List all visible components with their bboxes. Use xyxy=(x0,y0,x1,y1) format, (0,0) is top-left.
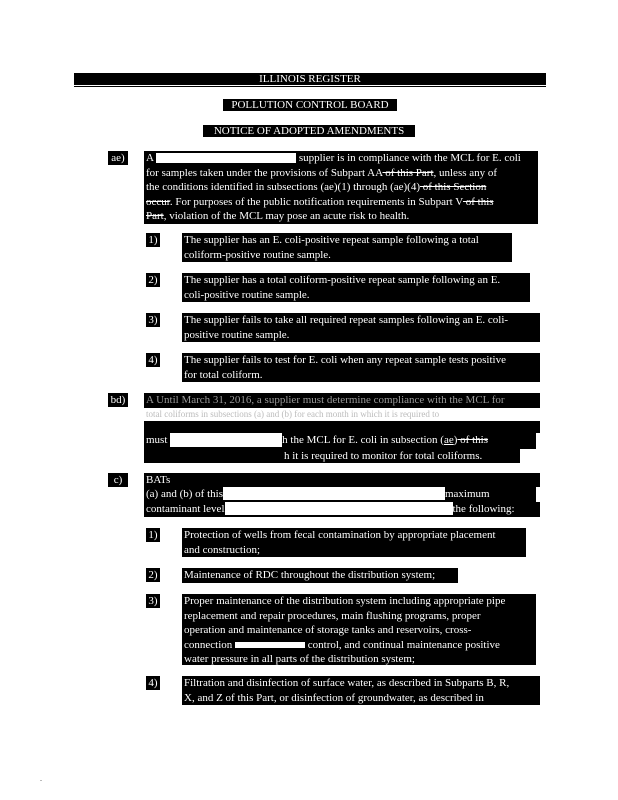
c-item-3-number: 3) xyxy=(146,594,160,608)
ae-item-4-line-1: The supplier fails to test for E. coli when any repeat sample tests positive xyxy=(184,354,506,366)
redaction-mark xyxy=(235,642,305,648)
ae-item-3-line-1: The supplier fails to take all required repeat samples following an E. coli- xyxy=(184,314,509,326)
ae-item-3-line-2: positive routine sample. xyxy=(184,328,290,341)
redaction-bar xyxy=(146,450,284,462)
redaction-box xyxy=(223,487,445,500)
c-item-3-line-5: water pressure in all parts of the distribution system; xyxy=(184,653,415,665)
c-item-4-text xyxy=(182,676,540,705)
c-item-3-line-3: operation and maintenance of storage tanks and reservoirs, cross- xyxy=(184,624,472,636)
ae-item-4-line-2: for total coliform. xyxy=(184,368,263,381)
board-header: POLLUTION CONTROL BOARD xyxy=(223,99,397,111)
section-bd-label: bd) xyxy=(108,393,128,407)
c-item-4-number: 4) xyxy=(146,676,160,690)
ae-item-3-number: 3) xyxy=(146,313,160,327)
ae-item-2-line-1: The supplier has a total coliform-positive repeat sample following an E. xyxy=(184,274,501,286)
ae-item-4-text xyxy=(182,353,540,382)
section-ae-line-2: for samples taken under the provisions of Subpart AA of this Part, unless any of xyxy=(146,166,498,179)
c-item-3-line-1: Proper maintenance of the distribution system including appropriate pipe xyxy=(184,595,506,607)
scan-speck xyxy=(40,780,42,781)
c-item-4-line-1: Filtration and disinfection of surface water, as described in Subparts B, R, xyxy=(184,677,510,689)
ae-item-3-text xyxy=(182,313,540,342)
c-item-2-line-1: Maintenance of RDC throughout the distribution system; xyxy=(184,569,436,581)
ae-item-2-text xyxy=(182,273,530,302)
section-bd-line-4: h it is required to monitor for total coliforms. xyxy=(144,449,520,463)
header-rule xyxy=(74,86,546,87)
c-item-1-number: 1) xyxy=(146,528,160,542)
c-item-3-line-2: replacement and repair procedures, main flushing programs, proper xyxy=(184,609,481,622)
ae-item-1-line-2: coliform-positive routine sample. xyxy=(184,248,331,261)
section-ae-text xyxy=(144,151,538,224)
c-item-2-number: 2) xyxy=(146,568,160,582)
section-ae-line-1: A supplier is in compliance with the MCL for E. coli xyxy=(146,152,521,164)
ae-item-1-number: 1) xyxy=(146,233,160,247)
register-header: ILLINOIS REGISTER xyxy=(74,73,546,85)
section-ae-label: ae) xyxy=(108,151,128,165)
ae-item-1-text xyxy=(182,233,512,262)
section-c-label: c) xyxy=(108,473,128,487)
section-bd-redacted-line xyxy=(144,421,540,433)
c-item-3-text xyxy=(182,594,536,665)
ae-item-1-line-1: The supplier has an E. coli-positive repeat sample following a total xyxy=(184,234,479,246)
section-bd-line-3: must h the MCL for E. coli in subsection (ae) of this xyxy=(144,433,536,449)
ae-item-4-number: 4) xyxy=(146,353,160,367)
redaction-box xyxy=(225,502,453,515)
notice-header: NOTICE OF ADOPTED AMENDMENTS xyxy=(203,125,415,137)
c-item-3-line-4: connection control, and continual maintenance positive xyxy=(184,638,500,651)
ae-item-2-line-2: coli-positive routine sample. xyxy=(184,288,310,301)
c-item-1-line-2: and construction; xyxy=(184,543,261,556)
redaction-box xyxy=(170,433,282,447)
c-item-1-line-1: Protection of wells from fecal contamination by appropriate placement xyxy=(184,529,496,541)
section-c-line-1: BATs xyxy=(144,473,540,487)
section-ae-line-3: the conditions identified in subsections (ae)(1) through (ae)(4) of this Section xyxy=(146,181,487,193)
section-bd-line-2: total coliforms in subsections (a) and (b) for each month in which it is required to xyxy=(144,408,540,421)
section-c-line-3: contaminant level the following: xyxy=(144,502,540,517)
section-ae-line-5: Part, violation of the MCL may pose an acute risk to health. xyxy=(146,210,410,222)
section-ae-line-4: occur. For purposes of the public notification requirements in Subpart V of this xyxy=(146,195,494,208)
section-c-line-2: (a) and (b) of this maximum xyxy=(144,487,536,502)
c-item-2-text xyxy=(182,568,458,583)
c-item-1-text xyxy=(182,528,526,557)
section-bd-line-1: A Until March 31, 2016, a supplier must determine compliance with the MCL for xyxy=(144,393,540,408)
ae-item-2-number: 2) xyxy=(146,273,160,287)
redaction-mark xyxy=(156,153,296,163)
c-item-4-line-2: X, and Z of this Part, or disinfection of groundwater, as described in xyxy=(184,691,484,704)
